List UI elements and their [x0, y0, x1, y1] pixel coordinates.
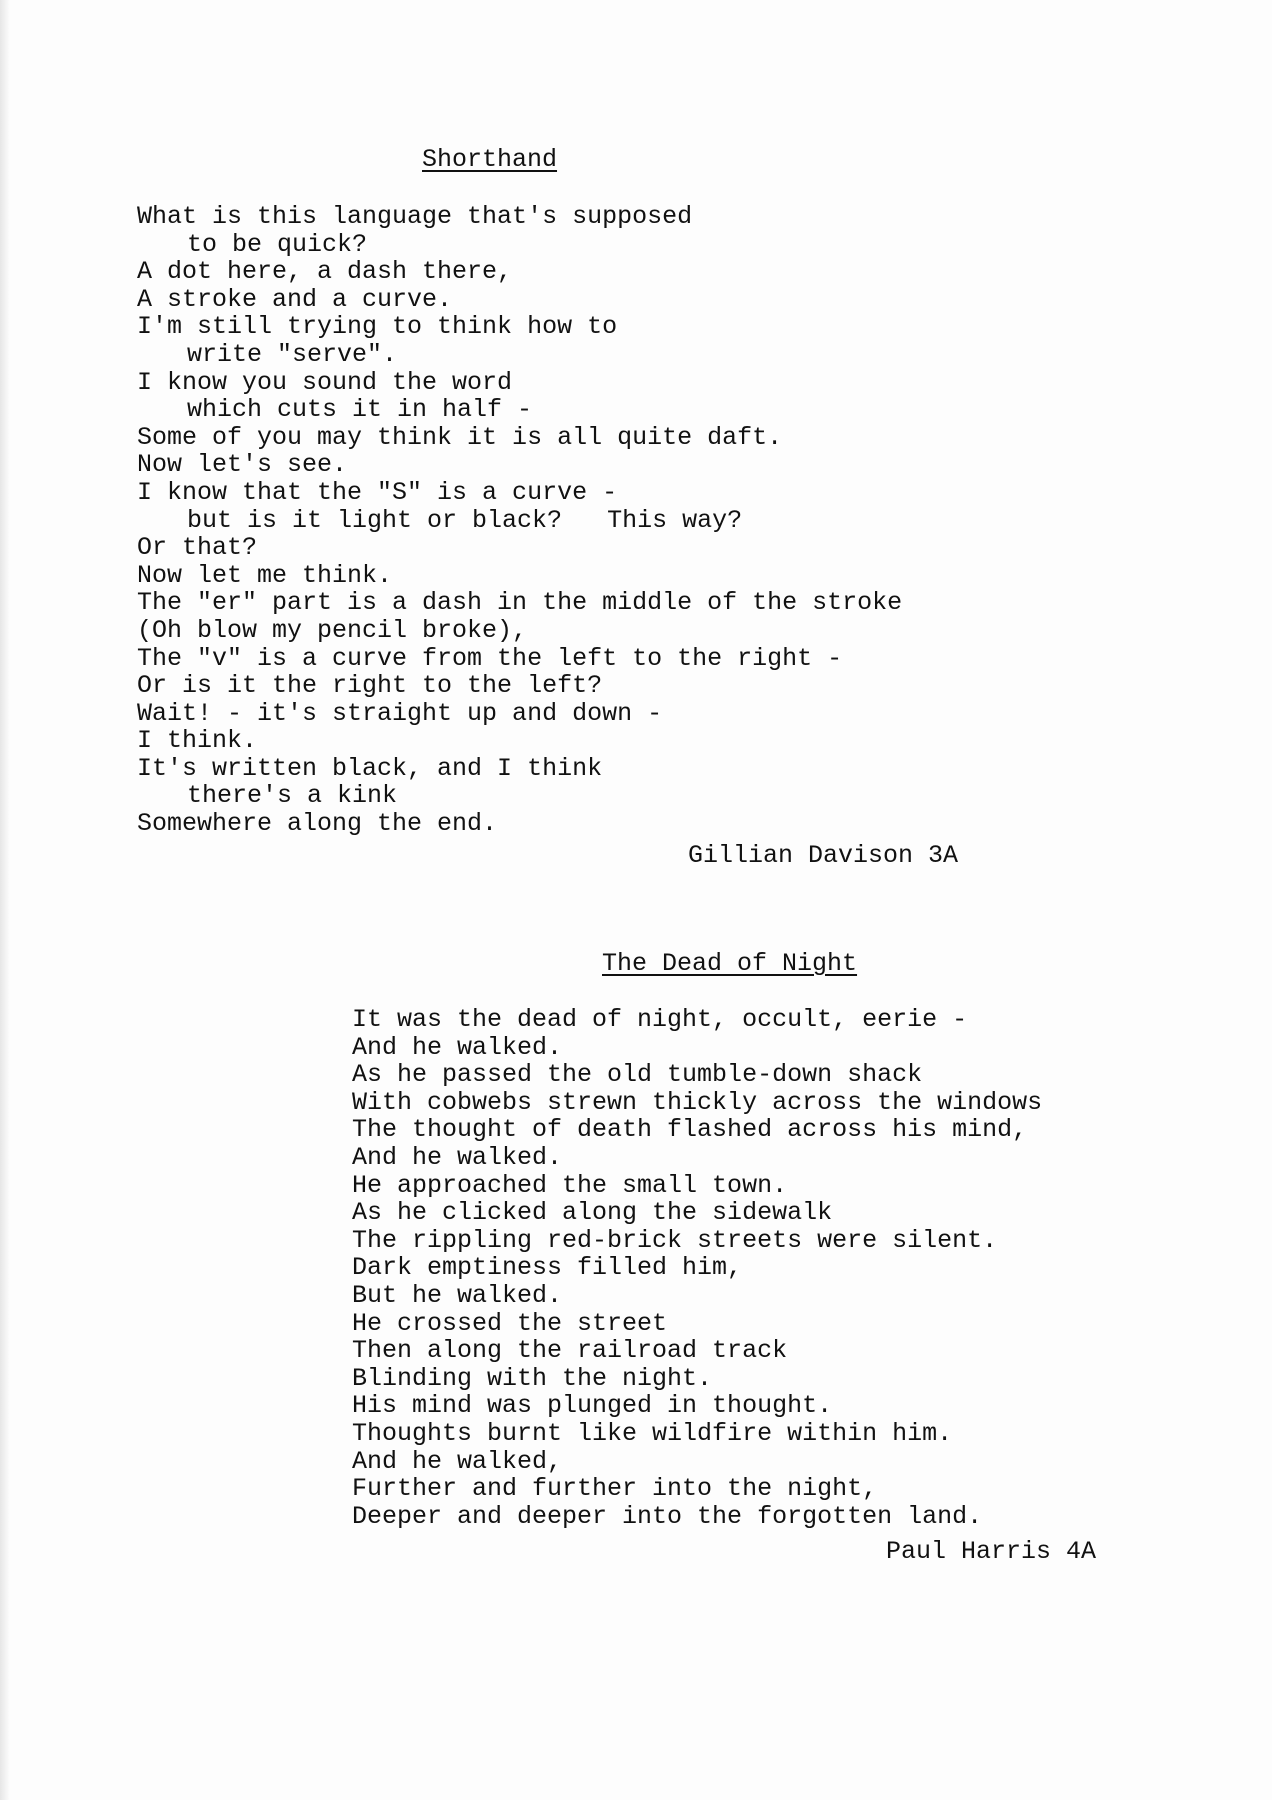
poem-line: Or is it the right to the left?: [137, 671, 603, 701]
poem-line: which cuts it in half -: [187, 395, 533, 425]
poem-line: I think.: [137, 726, 258, 756]
poem-line: A dot here, a dash there,: [137, 257, 513, 287]
poem-author: Gillian Davison 3A: [688, 841, 959, 870]
poem-line: Now let me think.: [137, 560, 393, 590]
poem-line: Deeper and deeper into the forgotten land.: [352, 1501, 983, 1531]
poem-line: And he walked,: [352, 1446, 563, 1476]
poem-line: I know you sound the word: [137, 367, 513, 397]
poem-line: Somewhere along the end.: [137, 809, 498, 839]
poem-line: What is this language that's supposed: [137, 202, 693, 231]
poem-line: The "v" is a curve from the left to the right -: [137, 643, 843, 673]
poem-line: And he walked.: [352, 1142, 563, 1172]
poem-line: Or that?: [137, 533, 258, 563]
poem-line: (Oh blow my pencil broke),: [137, 615, 528, 645]
poem-line: The thought of death flashed across his mind,: [352, 1115, 1028, 1145]
poem-line: there's a kink: [187, 781, 398, 811]
poem-line: The rippling red-brick streets were silent.: [352, 1225, 998, 1255]
poem-line: Blinding with the night.: [352, 1363, 713, 1393]
poem-line: I'm still trying to think how to: [137, 312, 618, 342]
poem-line: It was the dead of night, occult, eerie -: [352, 1005, 968, 1034]
poem-line: He approached the small town.: [352, 1170, 788, 1200]
poem-line: Wait! - it's straight up and down -: [137, 698, 663, 728]
poem-title: Shorthand: [422, 145, 558, 174]
poem-line: It's written black, and I think: [137, 753, 603, 783]
poem-line: Some of you may think it is all quite daft.: [137, 422, 783, 452]
poem-line: Further and further into the night,: [352, 1474, 878, 1504]
poem-line: Thoughts burnt like wildfire within him.: [352, 1418, 953, 1448]
poem-line: to be quick?: [187, 229, 368, 259]
poem-line: I know that the "S" is a curve -: [137, 477, 618, 507]
poem-line: A stroke and a curve.: [137, 284, 453, 314]
poem-line: Now let's see.: [137, 450, 348, 480]
poem-line: He crossed the street: [352, 1308, 668, 1338]
page-edge-shadow: [0, 0, 10, 1800]
poem-line: His mind was plunged in thought.: [352, 1391, 833, 1421]
poem-line: And he walked.: [352, 1032, 563, 1062]
poem-line: As he clicked along the sidewalk: [352, 1198, 833, 1228]
poem-line: But he walked.: [352, 1280, 563, 1310]
poem-line: With cobwebs strewn thickly across the windows: [352, 1087, 1043, 1117]
poem-line: Then along the railroad track: [352, 1336, 788, 1366]
poem-line: As he passed the old tumble-down shack: [352, 1060, 923, 1090]
poem-title: The Dead of Night: [602, 949, 858, 978]
poem-line: The "er" part is a dash in the middle of the stroke: [137, 588, 903, 618]
poem-line: write "serve".: [187, 339, 398, 369]
poem-author: Paul Harris 4A: [886, 1537, 1097, 1566]
poem-body: [352, 1006, 1042, 1530]
poem-body: [137, 203, 902, 838]
poem-line: but is it light or black? This way?: [187, 505, 743, 535]
poem-line: Dark emptiness filled him,: [352, 1253, 743, 1283]
